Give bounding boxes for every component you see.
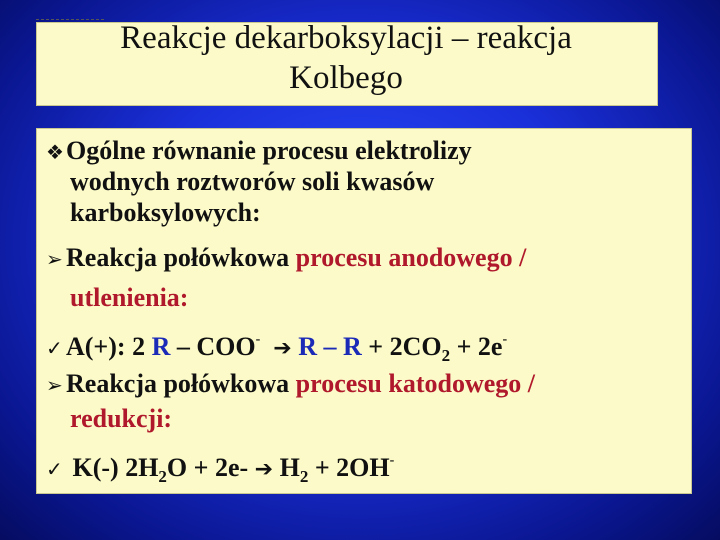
right-arrow-icon: ➔ (273, 336, 292, 361)
bullet-2-line-2: utlenienia: (70, 283, 189, 312)
bullet-2-line-1: ➢ Reakcja połówkowa procesu anodowego / (46, 243, 527, 272)
checkmark-bullet-icon: ✓ (46, 336, 63, 360)
anode-equation: ✓ A(+): 2 R – COO- ➔ $R - R + 2CO_2 + 2e^-$ (46, 332, 508, 365)
title-line-2: Kolbego (289, 60, 403, 96)
diamond-bullet-icon: ❖ (46, 140, 64, 164)
bullet-4-line-1: ➢ Reakcja połówkowa procesu katodowego / (46, 369, 535, 398)
arrowhead-bullet-icon: ➢ (46, 247, 63, 271)
cathode-equation: ✓ K(-) $2H_2O + 2e-$ ➔ $H_2 + 2OH^-$ (46, 453, 395, 486)
right-arrow-icon: ➔ (254, 457, 274, 482)
bullet-1-line-2: wodnych roztworów soli kwasów (70, 167, 435, 196)
bullet-4-line-2: redukcji: (70, 404, 173, 433)
slide-title (36, 18, 656, 98)
arrowhead-bullet-icon: ➢ (46, 373, 63, 397)
bullet-1-line-3: karboksylowych: (70, 198, 261, 227)
bullet-1-line-1: ❖Ogólne równanie procesu elektrolizy (46, 136, 472, 165)
title-line-1: Reakcje dekarboksylacji – reakcja (120, 20, 572, 56)
checkmark-bullet-icon: ✓ (46, 457, 63, 481)
